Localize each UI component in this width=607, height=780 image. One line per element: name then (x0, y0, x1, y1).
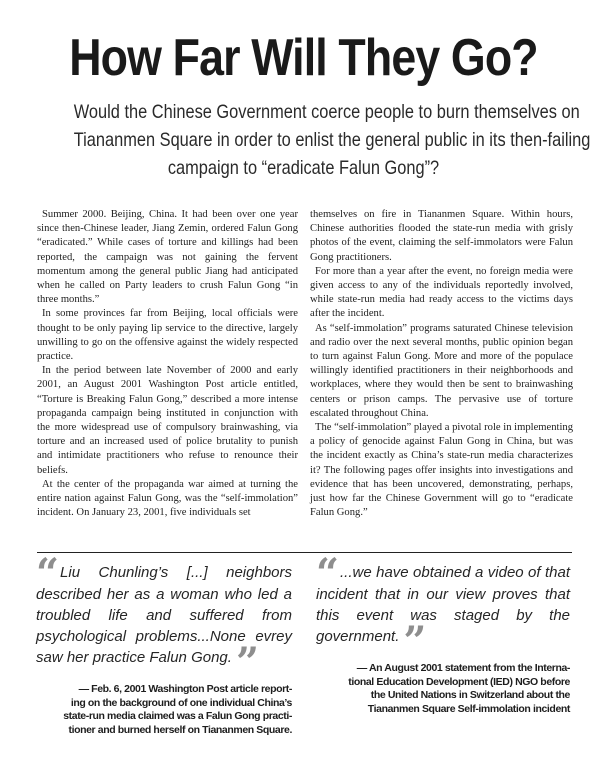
attribution-line: Tiananmen Square Self-immolation incident (367, 702, 570, 715)
section-divider (37, 552, 572, 553)
body-column-left (37, 208, 298, 520)
body-paragraph: themselves on fire in Tiananmen Square. Within hours, Chinese authorities flooded the state-run media with grisly photos of the event, claiming the self-immolators were Falun Gong practitioners. (310, 209, 573, 263)
page-title: How Far Will They Go? (69, 29, 538, 87)
close-quote-icon: ” (403, 618, 422, 665)
body-paragraph: At the center of the propaganda war aimed at turning the entire nation against Falun Gong, was the “self-immolation” incident. On January 23, 2001, five individuals set (37, 478, 298, 519)
attribution-line: state-run media claimed was a Falun Gong practi- (63, 710, 292, 722)
quote-attribution-left (63, 683, 292, 737)
quote-attribution-wrap-right (316, 662, 570, 717)
attribution-line: — Feb. 6, 2001 Washington Post article report- (78, 683, 292, 695)
quote-attribution-right (348, 662, 570, 716)
body-column-right (310, 208, 573, 520)
body-paragraph: The “self-immolation” played a pivotal role in implementing a policy of genocide against Falun Gong in China, but was the incident exactly as China’s state-run media characterizes it? The following pages offer insights into investigations and evidence that has been uncovered, demonstrating, perhaps, just how far the Chinese Government will go to “eradicate Falun Gong.” (310, 422, 574, 519)
subtitle-line: campaign to “eradicate Falun Gong”? (167, 157, 440, 179)
body-paragraph: For more than a year after the event, no foreign media were given access to any of the individuals reportedly involved, while state-run media had ready access to the victims days after the incident. (310, 265, 573, 320)
body-paragraph: As “self-immolation” programs saturated Chinese television and radio over the next several months, public opinion began to turn against Falun Gong. More and more of the populace willingly identified practitioners in their neighborhoods and workplaces, where they would then be sent to brainwashing centers or prison camps. The pervasive use of torture escalated throughout China. (310, 322, 573, 419)
close-quote-icon: ” (235, 639, 254, 686)
subtitle-line: Would the Chinese Government coerce people to burn themselves on (73, 101, 580, 123)
pull-quote-left (36, 550, 292, 686)
body-paragraph: Summer 2000. Beijing, China. It had been over one year since then-Chinese leader, Jiang Zemin, ordered Falun Gong “eradicated.” While cases of torture and killings had been reported, the campaign was not gaining the fervent momentum among the general public Jiang had anticipated when he called on Party leaders to crush Falun Gong “in three months.” (37, 209, 298, 306)
quote-text: ...we have obtained a video of that incident that in our view proves that this event was staged by the government. (316, 564, 570, 645)
quote-text: Liu Chunling’s [...] neighbors described her as a woman who led a troubled life and suffered from psychological problems...None evrey saw her practice Falun Gong. (36, 564, 292, 666)
pull-quote-block-left (36, 550, 292, 738)
subtitle-line: Tiananmen Square in order to enlist the general public in its then-failing (73, 129, 591, 151)
pull-quote-right (316, 550, 570, 665)
quote-attribution-wrap-left (36, 683, 292, 738)
attribution-line: — An August 2001 statement from the Interna- (356, 662, 570, 674)
attribution-line: tioner and burned herself on Tiananmen Square. (68, 723, 292, 736)
body-paragraph: In the period between late November of 2000 and early 2001, an August 2001 Washington Post article entitled, “Torture is Breaking Falun Gong,” described a more intense propaganda campaign being instituted in conjunction with the more widespread use of compulsory brainwashing, via torture and an increased used of police brutality to punish and intimidate practitioners who refuse to renounce their beliefs. (37, 365, 298, 476)
open-quote-icon: “ (36, 550, 55, 597)
subtitle (73, 98, 591, 182)
attribution-line: tional Education Development (IED) NGO before (348, 675, 570, 688)
body-paragraph: In some provinces far from Beijing, local officials were thought to be only paying lip service to the directive, largely unwilling to go on the offensive against the widely respected practice. (37, 308, 298, 363)
pull-quote-block-right (316, 550, 570, 717)
attribution-line: the United Nations in Switzerland about the (370, 689, 570, 701)
open-quote-icon: “ (316, 550, 335, 597)
attribution-line: ing on the background of one individual China’s (70, 696, 292, 709)
